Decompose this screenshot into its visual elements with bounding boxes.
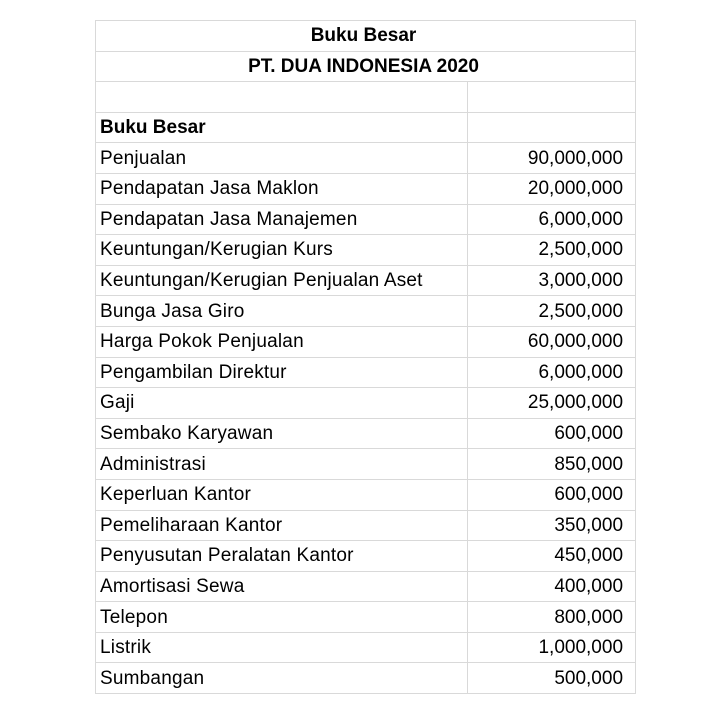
amount-cell[interactable]: 850,000 — [468, 449, 636, 480]
table-row — [96, 265, 636, 296]
account-name-cell[interactable]: Bunga Jasa Giro — [96, 296, 468, 327]
account-name-cell[interactable]: Telepon — [96, 602, 468, 633]
table-row — [96, 204, 636, 235]
empty-cell[interactable] — [468, 82, 636, 113]
amount-cell[interactable]: 3,000,000 — [468, 265, 636, 296]
table-row — [96, 388, 636, 419]
amount-cell[interactable]: 90,000,000 — [468, 143, 636, 174]
title-row — [96, 21, 636, 52]
ledger-table — [95, 20, 636, 694]
table-row — [96, 632, 636, 663]
amount-cell[interactable]: 600,000 — [468, 418, 636, 449]
amount-cell[interactable]: 20,000,000 — [468, 173, 636, 204]
amount-cell[interactable]: 25,000,000 — [468, 388, 636, 419]
account-name-cell[interactable]: Pemeliharaan Kantor — [96, 510, 468, 541]
account-name-cell[interactable]: Keperluan Kantor — [96, 479, 468, 510]
table-row — [96, 541, 636, 572]
amount-cell[interactable]: 600,000 — [468, 479, 636, 510]
amount-cell[interactable]: 60,000,000 — [468, 326, 636, 357]
section-row — [96, 112, 636, 143]
table-row — [96, 326, 636, 357]
table-row — [96, 571, 636, 602]
amount-cell[interactable]: 800,000 — [468, 602, 636, 633]
company-title[interactable]: PT. DUA INDONESIA 2020 — [96, 51, 636, 82]
company-row — [96, 51, 636, 82]
table-row — [96, 173, 636, 204]
table-row — [96, 663, 636, 694]
empty-row — [96, 82, 636, 113]
account-name-cell[interactable]: Gaji — [96, 388, 468, 419]
account-name-cell[interactable]: Pengambilan Direktur — [96, 357, 468, 388]
account-name-cell[interactable]: Keuntungan/Kerugian Kurs — [96, 235, 468, 266]
account-name-cell[interactable]: Keuntungan/Kerugian Penjualan Aset — [96, 265, 468, 296]
table-row — [96, 296, 636, 327]
empty-cell[interactable] — [468, 112, 636, 143]
amount-cell[interactable]: 400,000 — [468, 571, 636, 602]
amount-cell[interactable]: 2,500,000 — [468, 235, 636, 266]
account-name-cell[interactable]: Amortisasi Sewa — [96, 571, 468, 602]
amount-cell[interactable]: 2,500,000 — [468, 296, 636, 327]
account-name-cell[interactable]: Sembako Karyawan — [96, 418, 468, 449]
amount-cell[interactable]: 350,000 — [468, 510, 636, 541]
table-row — [96, 449, 636, 480]
amount-cell[interactable]: 6,000,000 — [468, 204, 636, 235]
account-name-cell[interactable]: Penyusutan Peralatan Kantor — [96, 541, 468, 572]
account-name-cell[interactable]: Pendapatan Jasa Manajemen — [96, 204, 468, 235]
account-name-cell[interactable]: Sumbangan — [96, 663, 468, 694]
table-row — [96, 479, 636, 510]
sheet-title[interactable]: Buku Besar — [96, 21, 636, 52]
account-name-cell[interactable]: Harga Pokok Penjualan — [96, 326, 468, 357]
account-name-cell[interactable]: Listrik — [96, 632, 468, 663]
account-name-cell[interactable]: Administrasi — [96, 449, 468, 480]
amount-cell[interactable]: 1,000,000 — [468, 632, 636, 663]
amount-cell[interactable]: 450,000 — [468, 541, 636, 572]
table-row — [96, 418, 636, 449]
table-row — [96, 602, 636, 633]
table-row — [96, 235, 636, 266]
amount-cell[interactable]: 6,000,000 — [468, 357, 636, 388]
table-row — [96, 357, 636, 388]
account-name-cell[interactable]: Pendapatan Jasa Maklon — [96, 173, 468, 204]
table-row — [96, 510, 636, 541]
amount-cell[interactable]: 500,000 — [468, 663, 636, 694]
section-header[interactable]: Buku Besar — [96, 112, 468, 143]
empty-cell[interactable] — [96, 82, 468, 113]
account-name-cell[interactable]: Penjualan — [96, 143, 468, 174]
table-row — [96, 143, 636, 174]
